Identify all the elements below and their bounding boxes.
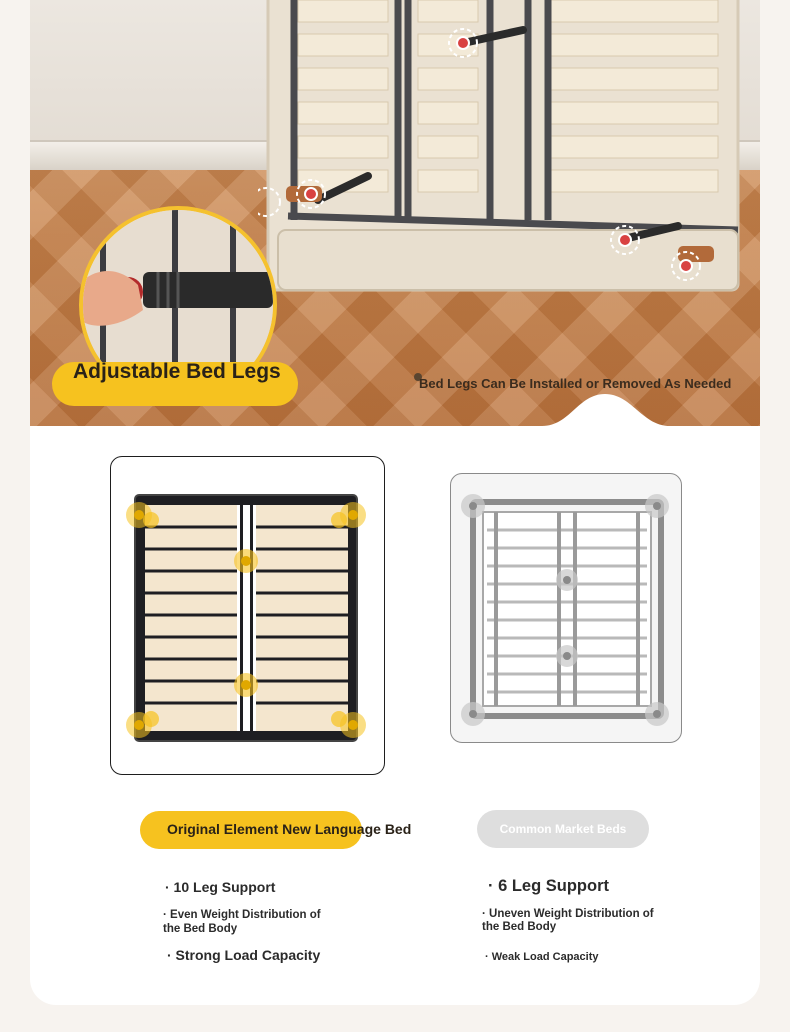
product-card [30, 0, 760, 1005]
market-feature-2: · Uneven Weight Distribution of the Bed Body [482, 908, 654, 933]
ours-feature-1: · 10 Leg Support [165, 879, 276, 895]
wave-divider [30, 380, 760, 426]
ours-feature-2: · Even Weight Distribution of the Bed Body [163, 909, 321, 935]
ours-feature-3: · Strong Load Capacity [167, 947, 321, 963]
bed-frame-photo [258, 0, 748, 300]
market-feature-1: · 6 Leg Support [488, 877, 609, 895]
hero-caption: Bed Legs Can Be Installed or Removed As Needed [419, 376, 732, 391]
ours-label: Original Element New Language Bed [167, 821, 412, 837]
hero-photo [30, 0, 760, 426]
market-label: Common Market Beds [499, 822, 627, 836]
market-frame-diagram [450, 473, 682, 743]
market-feature-3: · Weak Load Capacity [485, 951, 599, 963]
hero-title: Adjustable Bed Legs [73, 360, 281, 383]
ours-frame-diagram [110, 456, 385, 775]
